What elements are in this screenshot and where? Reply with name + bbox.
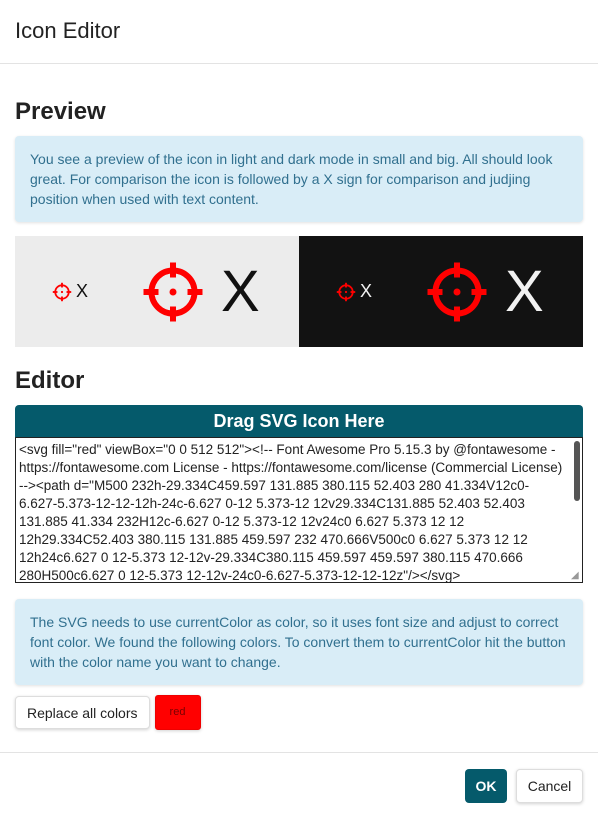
dialog-title: Icon Editor xyxy=(15,18,121,43)
dark-preview xyxy=(299,236,583,347)
crosshairs-icon xyxy=(141,260,205,324)
replace-all-colors-button[interactable]: Replace all colors xyxy=(15,696,150,729)
light-big-x: X xyxy=(221,258,260,324)
dialog-body xyxy=(0,98,598,730)
color-button-red[interactable]: red xyxy=(155,695,201,730)
svg-source-textarea[interactable] xyxy=(16,438,582,582)
color-buttons-row xyxy=(15,695,583,730)
textarea-scrollbar[interactable] xyxy=(574,441,580,501)
dark-big-pair xyxy=(425,260,544,324)
dialog-header xyxy=(0,0,598,64)
dark-small-x: X xyxy=(360,281,373,301)
ok-button[interactable]: OK xyxy=(465,769,507,803)
light-small-x: X xyxy=(76,281,89,301)
dark-small-pair xyxy=(336,281,372,302)
crosshairs-icon xyxy=(425,260,489,324)
resize-handle-icon[interactable]: ◢ xyxy=(571,570,579,581)
crosshairs-icon xyxy=(336,282,356,302)
dialog-footer xyxy=(0,752,598,819)
light-preview xyxy=(15,236,299,347)
light-big-pair xyxy=(141,260,260,324)
dark-big-x: X xyxy=(505,258,544,324)
preview-info-alert: You see a preview of the icon in light and dark mode in small and big. All should look great. For comparison the icon is followed by a X sign for comparison and judjing position when used with text content. xyxy=(15,136,583,222)
svg-code-box xyxy=(15,437,583,583)
editor-heading: Editor xyxy=(15,367,85,394)
preview-row xyxy=(15,236,583,347)
light-small-pair xyxy=(52,281,88,302)
preview-heading: Preview xyxy=(15,98,106,125)
svg-drop-zone[interactable]: Drag SVG Icon Here xyxy=(15,405,583,437)
colors-info-alert: The SVG needs to use currentColor as color, so it uses font size and adjust to correct font color. We found the following colors. To convert them to currentColor hit the button with the color name you want to change. xyxy=(15,599,583,685)
crosshairs-icon xyxy=(52,282,72,302)
cancel-button[interactable]: Cancel xyxy=(516,769,583,803)
